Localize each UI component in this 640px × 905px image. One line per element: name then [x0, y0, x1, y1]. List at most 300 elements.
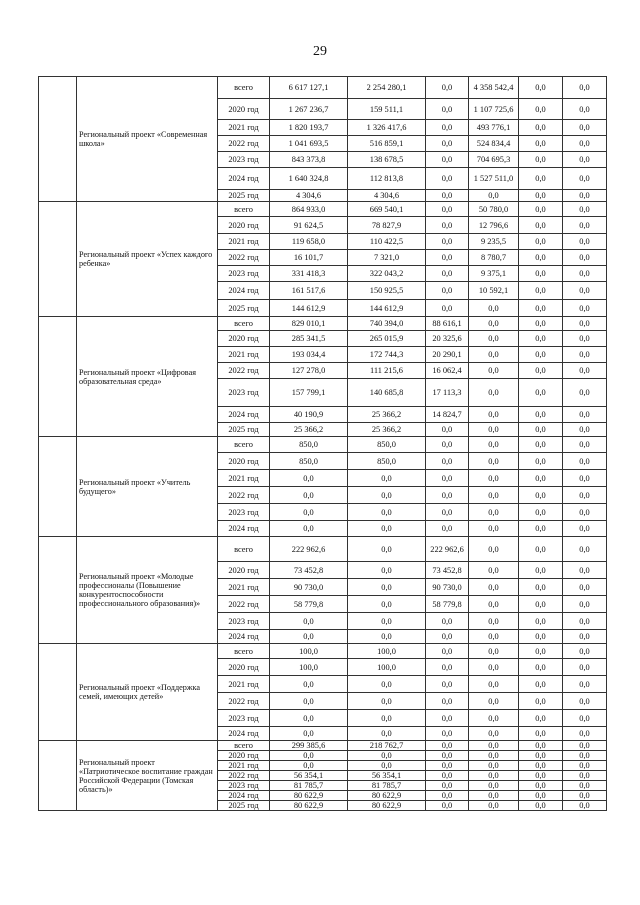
amount-cell: 0,0 — [348, 596, 426, 613]
period-cell: 2022 год — [218, 771, 270, 781]
period-cell: 2022 год — [218, 693, 270, 710]
amount-cell: 0,0 — [519, 693, 563, 710]
amount-cell: 0,0 — [519, 437, 563, 453]
period-cell: 2021 год — [218, 579, 270, 596]
amount-cell: 14 824,7 — [426, 407, 469, 423]
amount-cell: 0,0 — [469, 630, 519, 644]
amount-cell: 0,0 — [519, 579, 563, 596]
amount-cell: 16 062,4 — [426, 363, 469, 379]
period-cell: 2022 год — [218, 596, 270, 613]
amount-cell: 843 373,8 — [270, 152, 348, 168]
amount-cell: 0,0 — [426, 791, 469, 801]
amount-cell: 0,0 — [426, 168, 469, 190]
period-cell: 2020 год — [218, 562, 270, 579]
amount-cell: 0,0 — [469, 504, 519, 521]
amount-cell: 25 366,2 — [270, 423, 348, 437]
period-cell: 2024 год — [218, 282, 270, 300]
amount-cell: 0,0 — [348, 676, 426, 693]
amount-cell: 0,0 — [519, 190, 563, 202]
amount-cell: 0,0 — [519, 266, 563, 282]
amount-cell: 524 834,4 — [469, 136, 519, 152]
amount-cell: 0,0 — [563, 470, 607, 487]
amount-cell: 0,0 — [519, 202, 563, 217]
amount-cell: 9 235,5 — [469, 234, 519, 250]
project-title: Региональный проект «Поддержка семей, имеющих детей» — [77, 644, 218, 741]
amount-cell: 0,0 — [426, 250, 469, 266]
amount-cell: 0,0 — [469, 437, 519, 453]
period-cell: всего — [218, 317, 270, 331]
amount-cell: 1 527 511,0 — [469, 168, 519, 190]
amount-cell: 0,0 — [519, 347, 563, 363]
amount-cell: 0,0 — [563, 693, 607, 710]
amount-cell: 0,0 — [563, 217, 607, 234]
amount-cell: 0,0 — [270, 710, 348, 727]
amount-cell: 73 452,8 — [270, 562, 348, 579]
amount-cell: 0,0 — [426, 521, 469, 537]
amount-cell: 9 375,1 — [469, 266, 519, 282]
amount-cell: 0,0 — [270, 487, 348, 504]
amount-cell: 0,0 — [563, 423, 607, 437]
amount-cell: 159 511,1 — [348, 99, 426, 120]
amount-cell: 0,0 — [563, 710, 607, 727]
amount-cell: 0,0 — [426, 266, 469, 282]
amount-cell: 100,0 — [348, 644, 426, 659]
amount-cell: 0,0 — [519, 562, 563, 579]
amount-cell: 0,0 — [519, 630, 563, 644]
amount-cell: 161 517,6 — [270, 282, 348, 300]
amount-cell: 0,0 — [519, 77, 563, 99]
amount-cell: 80 622,9 — [348, 801, 426, 811]
amount-cell: 0,0 — [426, 453, 469, 470]
amount-cell: 0,0 — [563, 761, 607, 771]
amount-cell: 0,0 — [348, 761, 426, 771]
amount-cell: 0,0 — [563, 537, 607, 562]
amount-cell: 0,0 — [563, 168, 607, 190]
table-row — [39, 537, 607, 562]
amount-cell: 4 358 542,4 — [469, 77, 519, 99]
amount-cell: 0,0 — [519, 741, 563, 751]
amount-cell: 0,0 — [469, 379, 519, 407]
amount-cell: 0,0 — [563, 644, 607, 659]
amount-cell: 0,0 — [563, 562, 607, 579]
amount-cell: 0,0 — [348, 751, 426, 761]
period-cell: 2023 год — [218, 504, 270, 521]
amount-cell: 0,0 — [426, 630, 469, 644]
amount-cell: 140 685,8 — [348, 379, 426, 407]
amount-cell: 0,0 — [519, 423, 563, 437]
amount-cell: 0,0 — [469, 761, 519, 771]
amount-cell: 20 290,1 — [426, 347, 469, 363]
amount-cell: 0,0 — [519, 801, 563, 811]
amount-cell: 1 267 236,7 — [270, 99, 348, 120]
amount-cell: 90 730,0 — [426, 579, 469, 596]
amount-cell: 0,0 — [426, 136, 469, 152]
amount-cell: 0,0 — [563, 751, 607, 761]
amount-cell: 0,0 — [426, 120, 469, 136]
amount-cell: 88 616,1 — [426, 317, 469, 331]
amount-cell: 0,0 — [519, 453, 563, 470]
amount-cell: 0,0 — [519, 676, 563, 693]
amount-cell: 73 452,8 — [426, 562, 469, 579]
amount-cell: 0,0 — [563, 120, 607, 136]
period-cell: всего — [218, 644, 270, 659]
amount-cell: 56 354,1 — [270, 771, 348, 781]
amount-cell: 829 010,1 — [270, 317, 348, 331]
amount-cell: 78 827,9 — [348, 217, 426, 234]
amount-cell: 0,0 — [469, 710, 519, 727]
period-cell: 2025 год — [218, 300, 270, 317]
amount-cell: 100,0 — [270, 659, 348, 676]
project-title: Региональный проект «Молодые профессионалы (Повышение конкурентоспособности профессионального образования)» — [77, 537, 218, 644]
table-row — [39, 437, 607, 453]
amount-cell: 81 785,7 — [270, 781, 348, 791]
amount-cell: 0,0 — [563, 781, 607, 791]
amount-cell: 20 325,6 — [426, 331, 469, 347]
period-cell: 2024 год — [218, 168, 270, 190]
amount-cell: 0,0 — [519, 791, 563, 801]
table-row — [39, 741, 607, 751]
period-cell: 2021 год — [218, 347, 270, 363]
amount-cell: 100,0 — [270, 644, 348, 659]
amount-cell: 0,0 — [519, 613, 563, 630]
amount-cell: 0,0 — [348, 537, 426, 562]
amount-cell: 0,0 — [426, 751, 469, 761]
period-cell: 2021 год — [218, 676, 270, 693]
amount-cell: 0,0 — [519, 317, 563, 331]
amount-cell: 0,0 — [426, 710, 469, 727]
period-cell: 2023 год — [218, 379, 270, 407]
amount-cell: 0,0 — [519, 300, 563, 317]
amount-cell: 0,0 — [270, 521, 348, 537]
amount-cell: 0,0 — [469, 596, 519, 613]
amount-cell: 0,0 — [426, 437, 469, 453]
amount-cell: 0,0 — [563, 801, 607, 811]
amount-cell: 0,0 — [426, 741, 469, 751]
amount-cell: 0,0 — [563, 99, 607, 120]
budget-table — [38, 76, 607, 811]
amount-cell: 0,0 — [519, 487, 563, 504]
amount-cell: 0,0 — [563, 487, 607, 504]
amount-cell: 850,0 — [348, 453, 426, 470]
amount-cell: 0,0 — [469, 771, 519, 781]
period-cell: всего — [218, 741, 270, 751]
amount-cell: 58 779,8 — [270, 596, 348, 613]
amount-cell: 0,0 — [469, 423, 519, 437]
amount-cell: 81 785,7 — [348, 781, 426, 791]
amount-cell: 0,0 — [563, 453, 607, 470]
amount-cell: 0,0 — [519, 250, 563, 266]
amount-cell: 0,0 — [469, 659, 519, 676]
amount-cell: 0,0 — [469, 727, 519, 741]
amount-cell: 0,0 — [469, 347, 519, 363]
project-title: Региональный проект «Патриотическое воспитание граждан Российской Федерации (Томская область)» — [77, 741, 218, 811]
amount-cell: 0,0 — [469, 331, 519, 347]
project-title: Региональный проект «Учитель будущего» — [77, 437, 218, 537]
period-cell: 2022 год — [218, 250, 270, 266]
amount-cell: 193 034,4 — [270, 347, 348, 363]
amount-cell: 0,0 — [519, 504, 563, 521]
period-cell: 2020 год — [218, 99, 270, 120]
period-cell: 2020 год — [218, 331, 270, 347]
amount-cell: 4 304,6 — [270, 190, 348, 202]
amount-cell: 0,0 — [469, 791, 519, 801]
amount-cell: 0,0 — [563, 379, 607, 407]
budget-table-body — [39, 77, 607, 811]
amount-cell: 0,0 — [519, 99, 563, 120]
amount-cell: 0,0 — [519, 168, 563, 190]
amount-cell: 0,0 — [563, 504, 607, 521]
amount-cell: 0,0 — [563, 437, 607, 453]
amount-cell: 16 101,7 — [270, 250, 348, 266]
amount-cell: 0,0 — [469, 801, 519, 811]
amount-cell: 0,0 — [270, 751, 348, 761]
amount-cell: 0,0 — [519, 217, 563, 234]
amount-cell: 0,0 — [563, 363, 607, 379]
amount-cell: 0,0 — [519, 282, 563, 300]
amount-cell: 0,0 — [270, 470, 348, 487]
amount-cell: 0,0 — [270, 630, 348, 644]
amount-cell: 850,0 — [270, 437, 348, 453]
amount-cell: 0,0 — [563, 317, 607, 331]
amount-cell: 80 622,9 — [270, 791, 348, 801]
amount-cell: 6 617 127,1 — [270, 77, 348, 99]
amount-cell: 0,0 — [519, 136, 563, 152]
amount-cell: 119 658,0 — [270, 234, 348, 250]
amount-cell: 127 278,0 — [270, 363, 348, 379]
period-cell: 2020 год — [218, 659, 270, 676]
amount-cell: 299 385,6 — [270, 741, 348, 751]
amount-cell: 0,0 — [469, 317, 519, 331]
period-cell: всего — [218, 202, 270, 217]
amount-cell: 0,0 — [519, 521, 563, 537]
amount-cell: 222 962,6 — [426, 537, 469, 562]
amount-cell: 1 640 324,8 — [270, 168, 348, 190]
amount-cell: 0,0 — [270, 676, 348, 693]
amount-cell: 0,0 — [519, 234, 563, 250]
amount-cell: 0,0 — [519, 363, 563, 379]
period-cell: 2025 год — [218, 801, 270, 811]
amount-cell: 0,0 — [348, 504, 426, 521]
amount-cell: 0,0 — [469, 644, 519, 659]
amount-cell: 0,0 — [519, 727, 563, 741]
amount-cell: 0,0 — [348, 487, 426, 504]
amount-cell: 110 422,5 — [348, 234, 426, 250]
row-group-blank-cell — [39, 437, 77, 537]
amount-cell: 0,0 — [519, 537, 563, 562]
period-cell: 2022 год — [218, 487, 270, 504]
amount-cell: 0,0 — [519, 781, 563, 791]
amount-cell: 91 624,5 — [270, 217, 348, 234]
period-cell: 2024 год — [218, 791, 270, 801]
amount-cell: 0,0 — [563, 152, 607, 168]
amount-cell: 850,0 — [348, 437, 426, 453]
period-cell: 2020 год — [218, 453, 270, 470]
amount-cell: 12 796,6 — [469, 217, 519, 234]
project-title: Региональный проект «Цифровая образовательная среда» — [77, 317, 218, 437]
amount-cell: 138 678,5 — [348, 152, 426, 168]
period-cell: 2022 год — [218, 363, 270, 379]
amount-cell: 0,0 — [519, 751, 563, 761]
amount-cell: 218 762,7 — [348, 741, 426, 751]
amount-cell: 0,0 — [563, 596, 607, 613]
amount-cell: 0,0 — [426, 676, 469, 693]
period-cell: 2020 год — [218, 751, 270, 761]
amount-cell: 0,0 — [426, 487, 469, 504]
amount-cell: 0,0 — [270, 727, 348, 741]
amount-cell: 0,0 — [519, 120, 563, 136]
amount-cell: 1 107 725,6 — [469, 99, 519, 120]
period-cell: всего — [218, 77, 270, 99]
amount-cell: 1 041 693,5 — [270, 136, 348, 152]
amount-cell: 0,0 — [469, 562, 519, 579]
amount-cell: 0,0 — [426, 659, 469, 676]
amount-cell: 0,0 — [519, 379, 563, 407]
amount-cell: 850,0 — [270, 453, 348, 470]
amount-cell: 0,0 — [426, 217, 469, 234]
amount-cell: 157 799,1 — [270, 379, 348, 407]
amount-cell: 0,0 — [563, 791, 607, 801]
amount-cell: 864 933,0 — [270, 202, 348, 217]
amount-cell: 0,0 — [469, 781, 519, 791]
amount-cell: 0,0 — [563, 630, 607, 644]
amount-cell: 0,0 — [426, 801, 469, 811]
amount-cell: 0,0 — [348, 630, 426, 644]
amount-cell: 493 776,1 — [469, 120, 519, 136]
amount-cell: 112 813,8 — [348, 168, 426, 190]
row-group-blank-cell — [39, 317, 77, 437]
amount-cell: 0,0 — [563, 234, 607, 250]
amount-cell: 0,0 — [469, 470, 519, 487]
table-row — [39, 317, 607, 331]
amount-cell: 0,0 — [426, 781, 469, 791]
amount-cell: 90 730,0 — [270, 579, 348, 596]
amount-cell: 0,0 — [563, 676, 607, 693]
amount-cell: 0,0 — [469, 363, 519, 379]
amount-cell: 4 304,6 — [348, 190, 426, 202]
amount-cell: 0,0 — [519, 407, 563, 423]
amount-cell: 0,0 — [519, 771, 563, 781]
amount-cell: 0,0 — [348, 693, 426, 710]
period-cell: 2023 год — [218, 781, 270, 791]
project-title: Региональный проект «Современная школа» — [77, 77, 218, 202]
row-group-blank-cell — [39, 644, 77, 741]
amount-cell: 0,0 — [563, 202, 607, 217]
amount-cell: 285 341,5 — [270, 331, 348, 347]
table-row — [39, 77, 607, 99]
amount-cell: 1 820 193,7 — [270, 120, 348, 136]
amount-cell: 0,0 — [563, 136, 607, 152]
amount-cell: 704 695,3 — [469, 152, 519, 168]
period-cell: 2024 год — [218, 407, 270, 423]
period-cell: 2021 год — [218, 761, 270, 771]
amount-cell: 25 366,2 — [348, 407, 426, 423]
amount-cell: 0,0 — [469, 693, 519, 710]
period-cell: 2022 год — [218, 136, 270, 152]
amount-cell: 0,0 — [563, 521, 607, 537]
amount-cell: 56 354,1 — [348, 771, 426, 781]
amount-cell: 0,0 — [469, 537, 519, 562]
row-group-blank-cell — [39, 537, 77, 644]
period-cell: всего — [218, 437, 270, 453]
amount-cell: 0,0 — [563, 407, 607, 423]
amount-cell: 1 326 417,6 — [348, 120, 426, 136]
table-row — [39, 644, 607, 659]
amount-cell: 0,0 — [519, 470, 563, 487]
amount-cell: 0,0 — [426, 300, 469, 317]
amount-cell: 144 612,9 — [348, 300, 426, 317]
amount-cell: 0,0 — [348, 470, 426, 487]
amount-cell: 0,0 — [270, 613, 348, 630]
amount-cell: 0,0 — [563, 771, 607, 781]
amount-cell: 331 418,3 — [270, 266, 348, 282]
amount-cell: 0,0 — [469, 751, 519, 761]
amount-cell: 150 925,5 — [348, 282, 426, 300]
amount-cell: 0,0 — [563, 613, 607, 630]
period-cell: 2021 год — [218, 234, 270, 250]
amount-cell: 0,0 — [426, 423, 469, 437]
amount-cell: 0,0 — [426, 693, 469, 710]
row-group-blank-cell — [39, 202, 77, 317]
amount-cell: 516 859,1 — [348, 136, 426, 152]
amount-cell: 8 780,7 — [469, 250, 519, 266]
amount-cell: 0,0 — [469, 521, 519, 537]
amount-cell: 0,0 — [426, 99, 469, 120]
amount-cell: 0,0 — [519, 152, 563, 168]
table-row — [39, 202, 607, 217]
amount-cell: 0,0 — [563, 300, 607, 317]
page-number: 29 — [313, 44, 327, 59]
amount-cell: 0,0 — [426, 470, 469, 487]
amount-cell: 0,0 — [348, 710, 426, 727]
period-cell: 2023 год — [218, 613, 270, 630]
amount-cell: 0,0 — [426, 77, 469, 99]
period-cell: 2023 год — [218, 710, 270, 727]
period-cell: всего — [218, 537, 270, 562]
amount-cell: 0,0 — [563, 727, 607, 741]
amount-cell: 0,0 — [426, 190, 469, 202]
amount-cell: 0,0 — [469, 300, 519, 317]
amount-cell: 740 394,0 — [348, 317, 426, 331]
amount-cell: 111 215,6 — [348, 363, 426, 379]
amount-cell: 0,0 — [563, 250, 607, 266]
amount-cell: 222 962,6 — [270, 537, 348, 562]
amount-cell: 0,0 — [348, 521, 426, 537]
amount-cell: 58 779,8 — [426, 596, 469, 613]
amount-cell: 0,0 — [519, 644, 563, 659]
amount-cell: 0,0 — [426, 727, 469, 741]
amount-cell: 0,0 — [519, 331, 563, 347]
amount-cell: 0,0 — [426, 613, 469, 630]
amount-cell: 0,0 — [469, 741, 519, 751]
amount-cell: 0,0 — [348, 579, 426, 596]
amount-cell: 0,0 — [563, 77, 607, 99]
amount-cell: 0,0 — [469, 453, 519, 470]
amount-cell: 0,0 — [563, 190, 607, 202]
amount-cell: 0,0 — [519, 761, 563, 771]
amount-cell: 40 190,9 — [270, 407, 348, 423]
amount-cell: 0,0 — [469, 407, 519, 423]
amount-cell: 0,0 — [563, 282, 607, 300]
period-cell: 2023 год — [218, 152, 270, 168]
amount-cell: 669 540,1 — [348, 202, 426, 217]
amount-cell: 25 366,2 — [348, 423, 426, 437]
amount-cell: 2 254 280,1 — [348, 77, 426, 99]
period-cell: 2023 год — [218, 266, 270, 282]
amount-cell: 17 113,3 — [426, 379, 469, 407]
amount-cell: 0,0 — [426, 644, 469, 659]
period-cell: 2024 год — [218, 630, 270, 644]
amount-cell: 10 592,1 — [469, 282, 519, 300]
